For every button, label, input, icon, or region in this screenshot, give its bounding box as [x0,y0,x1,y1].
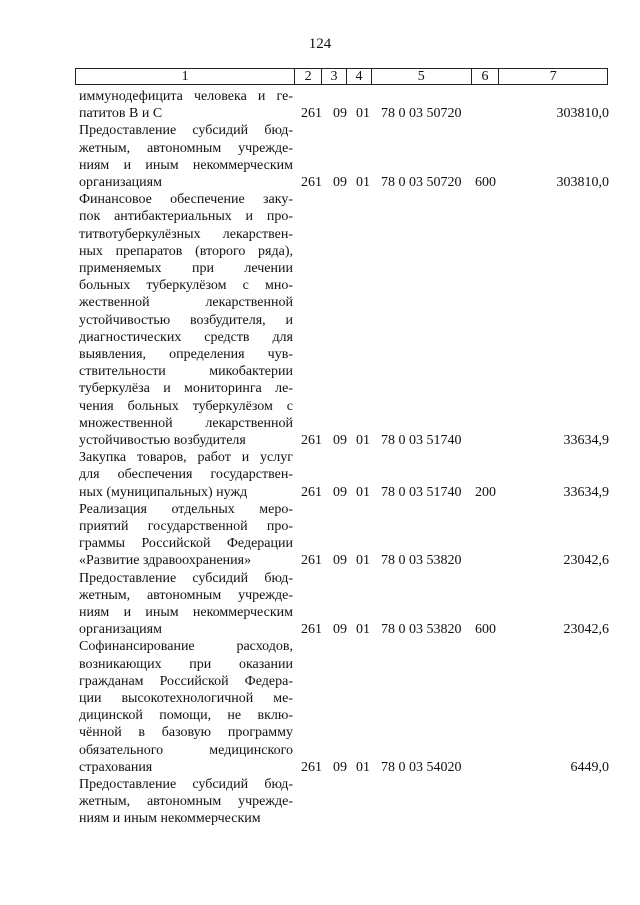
description-line: чения больных туберкулёзом с [79,398,293,414]
row-description [79,88,293,122]
code-col-2: 261 [301,553,322,569]
code-col-4: 01 [356,759,370,775]
header-col-1: 1 [76,69,295,84]
code-col-2: 261 [301,759,322,775]
amount-col-7: 33634,9 [563,484,609,500]
row-description [79,776,293,828]
code-col-5: 78 0 03 50720 [381,106,462,122]
description-line: множественной лекарственной [79,415,293,431]
amount-col-7: 6449,0 [570,759,609,775]
row-description [79,122,293,191]
code-col-2: 261 [301,106,322,122]
code-col-2: 261 [301,175,322,190]
amount-col-7: 303810,0 [556,175,609,190]
amount-col-7: 23042,6 [563,622,609,638]
code-col-4: 01 [356,106,370,122]
header-col-5: 5 [372,69,472,84]
description-line: ных (муниципальных) нужд [79,484,248,500]
description-line: Предоставление субсидий бюд- [79,777,293,792]
code-col-6: 600 [475,175,496,190]
description-line: дицинской помощи, не вклю- [79,708,293,724]
description-line: патитов В и С [79,106,163,122]
header-col-6: 6 [472,69,500,84]
description-line: граммы Российской Федерации [79,536,293,552]
code-col-5: 78 0 03 51740 [381,484,462,500]
description-line: жественной лекарственной [79,295,293,311]
description-line: жетным, автономным учрежде- [79,794,293,810]
code-col-3: 09 [333,175,347,190]
description-line: иммунодефицита человека и ге- [79,89,293,104]
code-col-4: 01 [356,484,370,500]
header-col-2: 2 [295,69,322,84]
description-line: чённой в базовую программу [79,725,293,741]
description-line: жетным, автономным учрежде- [79,140,293,156]
description-line: жетным, автономным учрежде- [79,587,293,603]
description-line: ниям и иным некоммерческим [79,157,293,173]
code-col-4: 01 [356,433,370,448]
amount-col-7: 303810,0 [556,106,609,122]
description-line: для обеспечения государствен- [79,467,293,483]
description-line: страхования [79,759,153,775]
header-col-3: 3 [322,69,347,84]
description-line: туберкулёза и мониторинга ле- [79,381,293,397]
description-line: больных туберкулёзом с мно- [79,278,293,294]
code-col-5: 78 0 03 51740 [381,433,462,448]
code-col-4: 01 [356,175,370,190]
code-col-2: 261 [301,433,322,448]
code-col-6: 600 [475,622,496,638]
code-col-6: 200 [475,484,496,500]
table-header [75,68,608,85]
description-line: организациям [79,622,162,638]
description-line: пок антибактериальных и про- [79,209,293,225]
page-number: 124 [308,36,332,52]
description-line: ных препаратов (второго ряда), [79,243,293,259]
description-line: возникающих при оказании [79,656,293,672]
code-col-3: 09 [333,553,347,569]
code-col-5: 78 0 03 54020 [381,759,462,775]
description-line: Софинансирование расходов, [79,639,293,655]
code-col-4: 01 [356,553,370,569]
code-col-2: 261 [301,484,322,500]
header-col-4: 4 [347,69,372,84]
description-line: приятий государственной про- [79,519,293,534]
description-line: применяемых при лечении [79,261,293,276]
code-col-3: 09 [333,106,347,122]
code-col-4: 01 [356,622,370,638]
description-line: ниям и иным некоммерческим [79,811,261,827]
row-description [79,570,293,639]
description-line: устойчивостью возбудителя [79,433,246,449]
description-line: организациям [79,175,162,190]
code-col-5: 78 0 03 53820 [381,622,462,638]
amount-col-7: 23042,6 [563,553,609,569]
code-col-5: 78 0 03 50720 [381,175,462,190]
code-col-3: 09 [333,433,347,448]
code-col-3: 09 [333,622,347,638]
description-line: Предоставление субсидий бюд- [79,570,293,586]
description-line: ции высокотехнологичной ме- [79,691,293,706]
description-line: выявления, определения чув- [79,347,293,363]
description-line: диагностических средств для [79,329,293,345]
description-line: «Развитие здравоохранения» [79,553,252,569]
code-col-2: 261 [301,622,322,638]
description-line: Предоставление субсидий бюд- [79,123,293,139]
description-line: обязательного медицинского [79,742,293,758]
description-line: устойчивостью возбудителя, и [79,312,293,328]
code-col-3: 09 [333,484,347,500]
description-line: Финансовое обеспечение заку- [79,192,293,208]
description-line: ниям и иным некоммерческим [79,605,293,620]
header-col-7: 7 [549,69,557,84]
code-col-3: 09 [333,759,347,775]
row-description [79,501,293,570]
description-line: Реализация отдельных меро- [79,501,293,517]
description-line: ствительности микобактерии [79,364,293,380]
row-description [79,638,293,776]
row-description [79,191,293,449]
amount-col-7: 33634,9 [563,433,609,448]
row-description [79,449,293,501]
description-line: титвотуберкулёзных лекарствен- [79,226,293,242]
description-line: Закупка товаров, работ и услуг [79,450,293,466]
description-line: гражданам Российской Федера- [79,673,293,689]
code-col-5: 78 0 03 53820 [381,553,462,569]
